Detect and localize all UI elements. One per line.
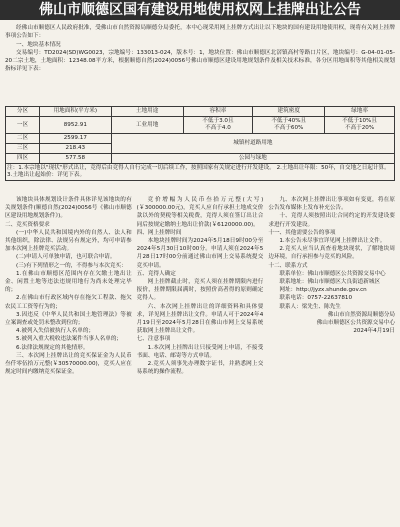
column-middle: [137, 196, 264, 527]
parcel-table: [5, 106, 395, 181]
intro-section: [5, 24, 395, 106]
table-row: [6, 154, 395, 164]
table-row: [6, 117, 395, 134]
body-paragraph: 1.在佛山市顺德区范围内存在欠缴土地出让金、闲置土地等违法违规用地行为尚未处理完毕的；: [5, 270, 132, 294]
table-cell: 公园与绿地: [111, 154, 394, 164]
body-paragraph: (一)中华人民共和国境内外的自然人、法人和其他组织，除法律、法规另有规定外，均可申请参加本次网上挂牌竞买活动。: [5, 229, 132, 253]
body-paragraph: 十、竞得人须按照出让合同约定的开发建设要求进行开发建设。: [268, 213, 396, 228]
table-notes-cell: [6, 164, 395, 181]
contact-line: 联系单位：佛山市顺德区公共资源交易中心: [279, 270, 386, 277]
table-cell: 四区: [6, 154, 40, 164]
body-columns: [5, 196, 395, 527]
contact-line: 联系人：梁先生、陈先生: [279, 303, 341, 310]
body-paragraph: 6.法律法规规定的其他情形。: [16, 344, 89, 351]
table-cell: 不低于40%且 不高于60%: [253, 117, 325, 134]
body-paragraph: 该地块具体规划设计条件具体详见该地块的有关规划条件(顺德自然(2024)0056号《佛山市顺德区建设用地规划条件》)。: [5, 197, 132, 220]
body-paragraph: 九、本次网上挂牌出让事项如有变更，将在原公告发布媒体上发布补充公告。: [268, 197, 396, 212]
body-paragraph: 六、本次网上挂牌出让的详细资料和具体要求，详见网上挂牌出让文件。申请人可于2024年4月19日至2024年5月28日在佛山市网上交易系统获取网上挂牌出让文件。: [136, 303, 264, 335]
body-paragraph: 三、本次网上挂牌出让的竞买保证金为人民币叁仟零伍拾万元整(￥30570000.00)，竞买人应在规定时间内缴纳竞买保证金。: [5, 352, 132, 376]
table-cell: 工业用地: [111, 117, 183, 134]
body-paragraph: (三)有下列情形之一的，不得参与本次竞买：: [16, 262, 127, 269]
table-header-row: [6, 107, 395, 117]
body-paragraph: 2.竞买人须事先办理数字证书，并熟悉网上交易系统的操作流程。: [136, 361, 264, 376]
table-row: [6, 134, 395, 144]
body-paragraph: 4.被列入失信被执行人名单的；: [16, 328, 95, 335]
table-header-cell: 用地面积(平方米): [39, 107, 111, 117]
table-cell: 不低于10%且 不高于20%: [325, 117, 395, 134]
table-note: 3.土地出让起始价：详见下表。: [7, 172, 86, 178]
table-cell: 577.58: [39, 154, 111, 164]
table-cell: 一区: [6, 117, 40, 134]
table-header-cell: 土地用途: [111, 107, 183, 117]
table-header-cell: 绿地率: [325, 107, 395, 117]
column-right: [268, 196, 395, 527]
signature-issuer: 佛山市自然资源局顺德分局: [327, 311, 396, 318]
intro-paragraph: 经佛山市顺德区人民政府批准，受佛山市自然资源局顺德分局委托，本中心现采用网上挂牌方式出让以下地块的国有建设用地使用权，现将有关网上挂牌事项公告如下：: [5, 25, 395, 40]
signature-date: 2024年4月19日: [353, 328, 396, 335]
table-note: 注：1.本宗地以"现状"形式出让，竞得后由竞得人自行完成一切后续工作，按照国家有关规定进行开发建设。: [7, 165, 275, 171]
section-heading: 二、竞买资格要求: [5, 221, 50, 228]
body-paragraph: 3.因违反《中华人民共和国土地管理法》等被立案调查或处罚未整改到位的；: [5, 311, 132, 327]
table-cell: 2599.17: [39, 134, 111, 144]
table-row: [6, 164, 395, 181]
contact-line: 联系地址：佛山市顺德区大良街道新城区: [279, 279, 381, 286]
table-cell: 二区: [6, 134, 40, 144]
table-header-cell: 分区: [6, 107, 40, 117]
body-paragraph: 1.本次网上挂牌出让只接受网上申请，不接受书面、电话、邮寄等方式申请。: [136, 344, 264, 359]
section-heading: 十一、其他需要公告的事项: [268, 229, 336, 236]
table-cell: 8952.91: [39, 117, 111, 134]
body-paragraph: 2.在佛山市行政区域内存在拖欠工程款、拖欠农民工工资等行为的；: [5, 295, 132, 310]
body-paragraph: 5.被列入重大税收违法案件当事人名单的；: [16, 336, 123, 343]
body-paragraph: 2.竞买人应当认真查看地块现状，了解地块周边环境，自行承担参与竞买的风险。: [268, 246, 396, 261]
signature-issuer: 佛山市顺德区公共资源交易中心: [316, 320, 396, 327]
body-paragraph: 网上挂牌截止时，竞买人须在挂牌期限内进行报价，挂牌期限届满时，按照价高者得的原则确定竞得人。: [136, 279, 264, 302]
body-paragraph: 竞价增幅为人民币叁拾万元整(大写)(￥300000.00元)，竞买人应自行承担土地成交价款以外的契税等相关税费，竞得人须在签订出让合同后按规定缴纳土地出让价款(￥6120000.00)。: [136, 197, 264, 228]
intro-heading: 一、地块基本情况: [16, 41, 61, 48]
contact-line: 联系电话：0757-22637810: [279, 295, 353, 302]
column-left: [5, 196, 132, 527]
section-heading: 五、竞得人确定: [136, 270, 176, 277]
table-note: 2.土地出让年限：50年，自交地之日起计算。: [276, 165, 390, 171]
intro-paragraph: 交易编号：TD2024(SD)WG0023，宗地编号：133013-024，版本号：1，地块位置：佛山市顺德区北滘镇高村等路口片区，地块编号：G-04-01-05-20二宗土地，土地面积：12348.08平方米，根据顺德自然(2024)0056号佛山市顺德区建设用地规划条件及相关技术标准，各分区用地面积等其他相关规划指标详见下表：: [5, 49, 395, 73]
table-cell: 三区: [6, 144, 40, 154]
body-paragraph: (二)申请人可单独申请，也可联合申请。: [16, 254, 116, 261]
section-heading: 七、注意事项: [136, 336, 171, 343]
section-heading: 十二、联系方式: [268, 262, 308, 269]
body-paragraph: 1.本公告未尽事宜详见网上挂牌出让文件。: [279, 238, 386, 245]
body-paragraph: 本地块挂牌时间为2024年5月18日9时00分至2024年5月30日10时00分。申请人须在2024年5月28日17时00分前通过佛山市网上交易系统提交竞买申请。: [136, 238, 264, 269]
table-header-cell: 容积率: [183, 107, 253, 117]
page-title: 佛山市顺德区国有建设用地使用权网上挂牌出让公告: [0, 0, 400, 20]
table-cell: 不低于3.0且 不高于4.0: [183, 117, 253, 134]
table-header-cell: 建筑密度: [253, 107, 325, 117]
contact-link[interactable]: 网址：http://jyzx.shunde.gov.cn: [279, 287, 367, 294]
section-heading: 四、网上挂牌时间: [136, 229, 182, 236]
table-cell: 218.43: [39, 144, 111, 154]
table-cell: 城镇村道路用地: [111, 134, 394, 154]
